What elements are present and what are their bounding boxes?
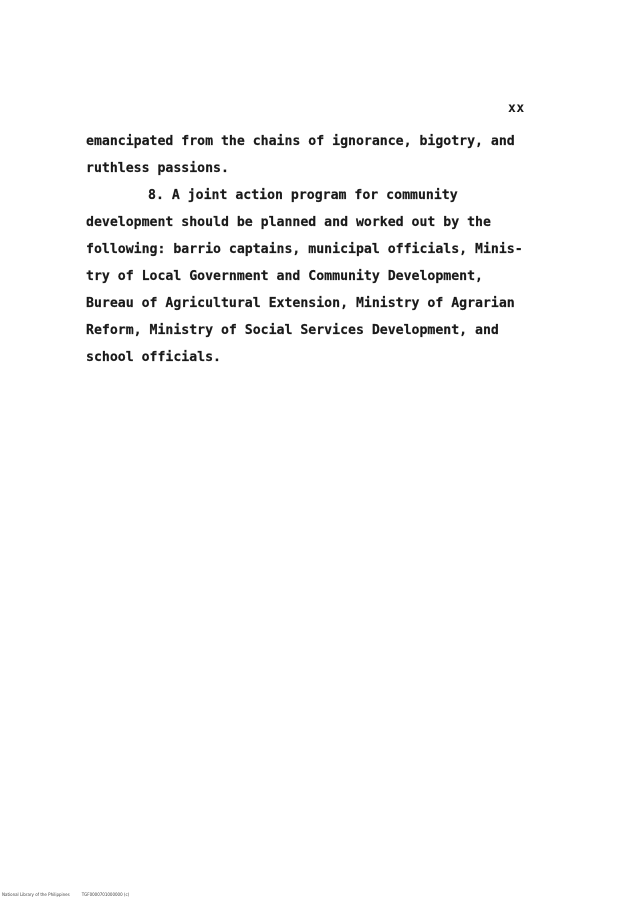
scan-footer <box>2 892 129 897</box>
text-line: ruthless passions. <box>86 161 229 176</box>
text-line: development should be planned and worked out by the <box>86 215 491 230</box>
body-text <box>86 128 556 371</box>
text-line: Bureau of Agricultural Extension, Ministry of Agrarian <box>86 296 515 311</box>
footer-code: TGF0000701000000 (c) <box>81 892 130 897</box>
text-line: emancipated from the chains of ignorance, bigotry, and <box>86 134 515 149</box>
page-number: xx <box>508 101 525 116</box>
text-line: following: barrio captains, municipal officials, Minis- <box>86 242 523 257</box>
footer-library: National Library of the Philippines <box>2 892 70 897</box>
text-line: school officials. <box>86 350 221 365</box>
text-line: Reform, Ministry of Social Services Development, and <box>86 323 499 338</box>
text-line: try of Local Government and Community Development, <box>86 269 483 284</box>
paragraph-8-first-line: 8. A joint action program for community <box>148 188 458 203</box>
